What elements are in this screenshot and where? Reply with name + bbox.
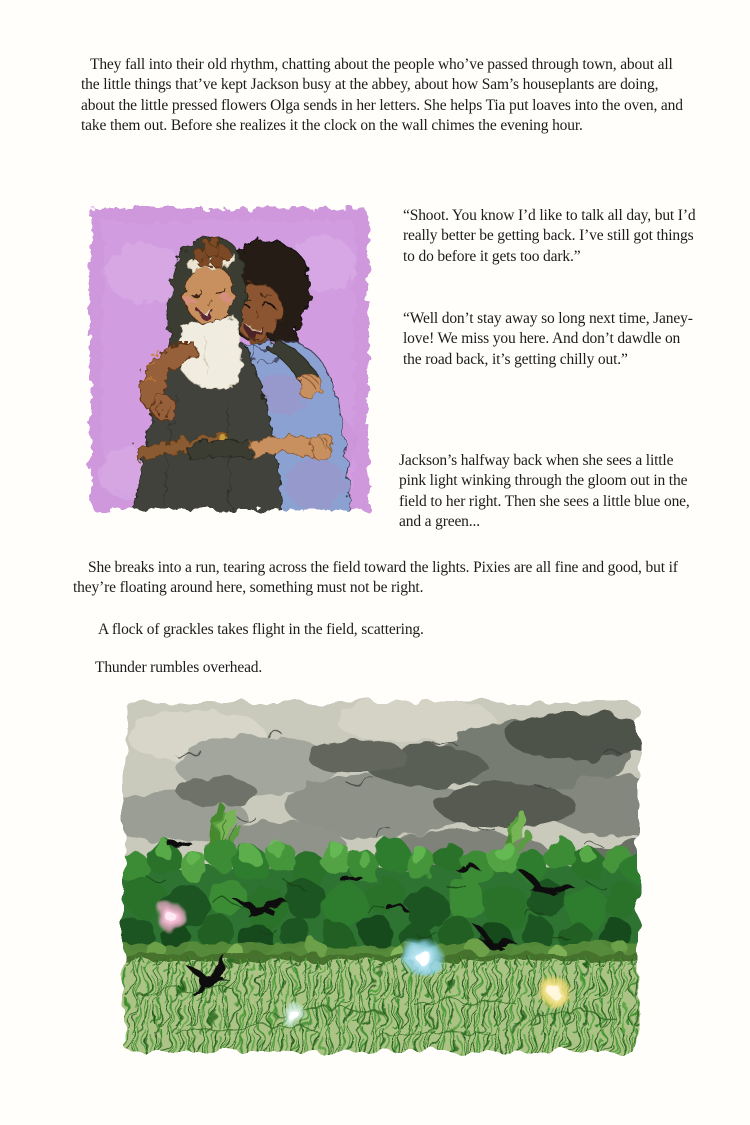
narration-paragraph-2: Jackson’s halfway back when she sees a little pink light winking through the gloom out in the field to her right. Then she sees a little blue one, and a green... — [399, 452, 690, 530]
narration-paragraph-5: Thunder rumbles overhead. — [95, 659, 263, 676]
dialogue-shoot: “Shoot. You know I’d like to talk all day, but I’d really better be getting back. I’ve still got things to do before it gets too dark.” — [403, 207, 696, 265]
dialogue-well-dont: “Well don’t stay away so long next time, Janey-love! We miss you here. And don’t dawdle on the road back, it’s getting chilly out.” — [403, 310, 693, 368]
hedgerow — [118, 837, 646, 962]
field-illustration — [116, 696, 646, 1064]
hug-illustration — [76, 194, 376, 524]
pink-pixie-light — [156, 902, 188, 934]
narration-paragraph-4: A flock of grackles takes flight in the field, scattering. — [98, 621, 424, 638]
yellow-pixie-light — [538, 975, 572, 1009]
narration-paragraph-1: They fall into their old rhythm, chatting about the people who’ve passed through town, about all the little things that’ve kept Jackson busy at the abbey, about how Sam’s houseplants are doing, about the little pressed flowers Olga sends in her letters. She helps Tia put loaves into the oven, and take them out. Before she realizes it the clock on the wall chimes the evening hour. — [81, 56, 683, 134]
blue-pixie-light — [402, 936, 444, 978]
green-pixie-light — [279, 1001, 307, 1029]
narration-paragraph-3: She breaks into a run, tearing across the field toward the lights. Pixies are all fine and good, but if they’re floating around here, something must not be right. — [73, 559, 678, 597]
